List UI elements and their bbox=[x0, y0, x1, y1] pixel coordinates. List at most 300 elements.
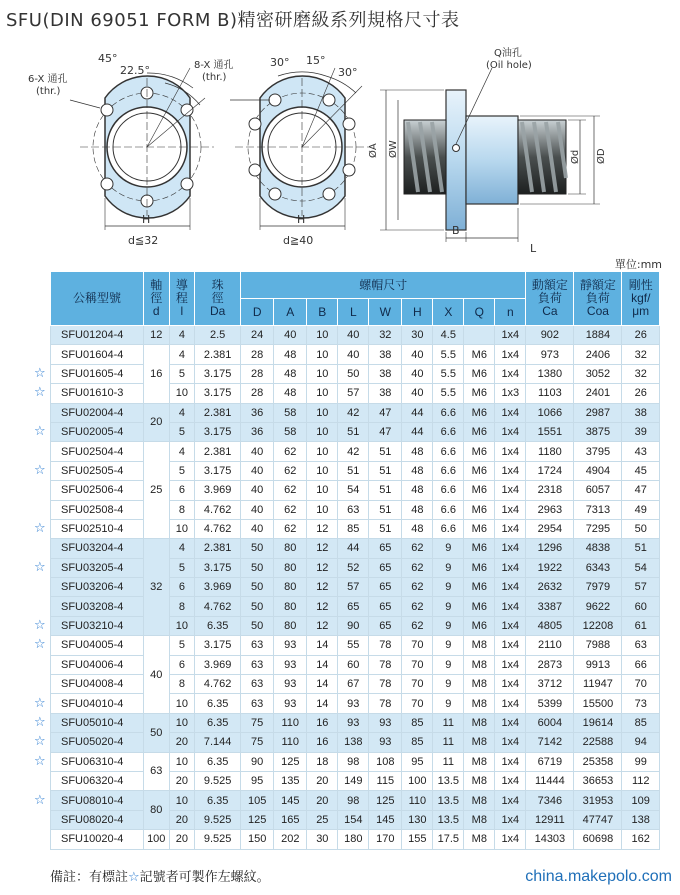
cell-model: SFU02004-4 bbox=[51, 403, 144, 422]
cell-a: 62 bbox=[274, 500, 307, 519]
cell-h: 70 bbox=[402, 694, 433, 713]
cell-coa: 15500 bbox=[574, 694, 622, 713]
cell-k: 54 bbox=[622, 558, 660, 577]
cell-b: 16 bbox=[307, 713, 338, 732]
cell-coa: 2406 bbox=[574, 345, 622, 364]
cell-da: 2.381 bbox=[195, 442, 241, 461]
cell-b: 20 bbox=[307, 791, 338, 810]
cell-w: 78 bbox=[369, 655, 402, 674]
angle-label: 45° bbox=[98, 52, 118, 65]
cell-l: 54 bbox=[338, 481, 369, 500]
cell-a: 48 bbox=[274, 384, 307, 403]
cell-n: 1x4 bbox=[495, 791, 526, 810]
cell-d: 63 bbox=[241, 675, 274, 694]
cell-q: M8 bbox=[464, 830, 495, 849]
cell-l: 51 bbox=[338, 461, 369, 480]
cell-b: 30 bbox=[307, 830, 338, 849]
dim-l: L bbox=[530, 242, 537, 255]
cell-x: 6.6 bbox=[433, 422, 464, 441]
cell-model: SFU04008-4 bbox=[51, 675, 144, 694]
cell-coa: 3052 bbox=[574, 364, 622, 383]
col-nut-w: W bbox=[369, 299, 402, 326]
cell-b: 12 bbox=[307, 519, 338, 538]
cell-n: 1x4 bbox=[495, 810, 526, 829]
cell-da: 4.762 bbox=[195, 597, 241, 616]
cell-d: 28 bbox=[241, 345, 274, 364]
cell-coa: 7295 bbox=[574, 519, 622, 538]
cell-n: 1x4 bbox=[495, 539, 526, 558]
cell-b: 14 bbox=[307, 675, 338, 694]
cell-h: 110 bbox=[402, 791, 433, 810]
cell-b: 20 bbox=[307, 771, 338, 790]
cell-a: 110 bbox=[274, 713, 307, 732]
star-icon: ☆ bbox=[34, 424, 46, 440]
col-ball: 珠 徑 Da bbox=[195, 272, 241, 326]
cell-da: 2.381 bbox=[195, 345, 241, 364]
cell-q: M6 bbox=[464, 403, 495, 422]
cell-d: 50 bbox=[241, 597, 274, 616]
cell-l: 20 bbox=[169, 771, 195, 790]
cell-d: 40 bbox=[241, 481, 274, 500]
cell-l: 5 bbox=[169, 364, 195, 383]
cell-l: 63 bbox=[338, 500, 369, 519]
cell-q: M6 bbox=[464, 519, 495, 538]
cell-b: 12 bbox=[307, 539, 338, 558]
cell-d: 36 bbox=[241, 422, 274, 441]
cell-model: SFU08020-4 bbox=[51, 810, 144, 829]
cell-l: 180 bbox=[338, 830, 369, 849]
cell-w: 65 bbox=[369, 558, 402, 577]
hole-label-en: (thr.) bbox=[202, 72, 227, 83]
col-nut-b: B bbox=[307, 299, 338, 326]
cell-h: 85 bbox=[402, 733, 433, 752]
cell-shaft-diameter: 32 bbox=[143, 539, 169, 636]
star-icon: ☆ bbox=[34, 521, 46, 537]
cell-q: M6 bbox=[464, 500, 495, 519]
cell-l: 138 bbox=[338, 733, 369, 752]
cell-d: 50 bbox=[241, 558, 274, 577]
col-nut-d: D bbox=[241, 299, 274, 326]
cell-coa: 4838 bbox=[574, 539, 622, 558]
cell-l: 57 bbox=[338, 384, 369, 403]
cell-x: 11 bbox=[433, 752, 464, 771]
cell-a: 93 bbox=[274, 636, 307, 655]
cell-a: 80 bbox=[274, 539, 307, 558]
cell-d: 28 bbox=[241, 384, 274, 403]
cell-l: 67 bbox=[338, 675, 369, 694]
cell-l: 42 bbox=[338, 403, 369, 422]
cell-k: 162 bbox=[622, 830, 660, 849]
star-icon: ☆ bbox=[34, 695, 46, 711]
cell-da: 6.35 bbox=[195, 694, 241, 713]
cell-model: SFU03208-4 bbox=[51, 597, 144, 616]
cell-h: 62 bbox=[402, 539, 433, 558]
cell-a: 48 bbox=[274, 364, 307, 383]
cell-q: M6 bbox=[464, 481, 495, 500]
cell-da: 3.175 bbox=[195, 636, 241, 655]
cell-ca: 7346 bbox=[526, 791, 574, 810]
flange-drawing-8-hole bbox=[194, 54, 369, 247]
cell-ca: 973 bbox=[526, 345, 574, 364]
cell-k: 66 bbox=[622, 655, 660, 674]
cell-a: 135 bbox=[274, 771, 307, 790]
table-row bbox=[51, 636, 660, 655]
watermark: china.makepolo.com bbox=[525, 868, 672, 885]
cell-b: 10 bbox=[307, 500, 338, 519]
cell-w: 78 bbox=[369, 694, 402, 713]
cell-a: 93 bbox=[274, 675, 307, 694]
cell-b: 10 bbox=[307, 442, 338, 461]
angle-label: 15° bbox=[306, 54, 326, 67]
cell-model: SFU03205-4 bbox=[51, 558, 144, 577]
cell-h: 62 bbox=[402, 616, 433, 635]
cell-n: 1x4 bbox=[495, 733, 526, 752]
cell-h: 48 bbox=[402, 481, 433, 500]
cell-l: 10 bbox=[169, 752, 195, 771]
cell-w: 78 bbox=[369, 636, 402, 655]
cell-a: 202 bbox=[274, 830, 307, 849]
cell-l: 4 bbox=[169, 403, 195, 422]
table-row bbox=[51, 403, 660, 422]
cell-x: 6.6 bbox=[433, 519, 464, 538]
cell-k: 50 bbox=[622, 519, 660, 538]
table-row bbox=[51, 752, 660, 771]
cell-h: 48 bbox=[402, 442, 433, 461]
cell-l: 8 bbox=[169, 675, 195, 694]
cell-a: 48 bbox=[274, 345, 307, 364]
cell-n: 1x4 bbox=[495, 403, 526, 422]
cell-l: 50 bbox=[338, 364, 369, 383]
cell-x: 6.6 bbox=[433, 500, 464, 519]
cell-da: 6.35 bbox=[195, 752, 241, 771]
cell-q: M6 bbox=[464, 558, 495, 577]
cell-l: 154 bbox=[338, 810, 369, 829]
cell-a: 58 bbox=[274, 422, 307, 441]
cell-x: 9 bbox=[433, 578, 464, 597]
cell-d: 63 bbox=[241, 655, 274, 674]
cell-w: 32 bbox=[369, 326, 402, 345]
col-nut-q: Q bbox=[464, 299, 495, 326]
cell-d: 40 bbox=[241, 500, 274, 519]
table-row bbox=[51, 713, 660, 732]
cell-k: 32 bbox=[622, 345, 660, 364]
cell-l: 149 bbox=[338, 771, 369, 790]
cell-q: M6 bbox=[464, 539, 495, 558]
dim-phi-a: ØA bbox=[368, 143, 379, 158]
cell-q: M6 bbox=[464, 422, 495, 441]
cell-shaft-diameter: 12 bbox=[143, 326, 169, 345]
cell-k: 49 bbox=[622, 500, 660, 519]
cell-k: 99 bbox=[622, 752, 660, 771]
cell-w: 115 bbox=[369, 771, 402, 790]
cell-h: 48 bbox=[402, 461, 433, 480]
hole-label: 6-X 通孔 bbox=[28, 74, 68, 85]
cell-d: 125 bbox=[241, 810, 274, 829]
col-nut-n: n bbox=[495, 299, 526, 326]
cell-shaft-diameter: 40 bbox=[143, 636, 169, 714]
cell-a: 40 bbox=[274, 326, 307, 345]
star-icon: ☆ bbox=[34, 792, 46, 808]
cell-coa: 3875 bbox=[574, 422, 622, 441]
cell-l: 57 bbox=[338, 578, 369, 597]
cell-h: 100 bbox=[402, 771, 433, 790]
cell-coa: 9913 bbox=[574, 655, 622, 674]
cell-w: 51 bbox=[369, 500, 402, 519]
cell-k: 109 bbox=[622, 791, 660, 810]
cell-n: 1x4 bbox=[495, 694, 526, 713]
cell-ca: 2954 bbox=[526, 519, 574, 538]
cell-model: SFU04010-4 bbox=[51, 694, 144, 713]
cell-ca: 2632 bbox=[526, 578, 574, 597]
cell-k: 85 bbox=[622, 713, 660, 732]
cell-q bbox=[464, 326, 495, 345]
cell-da: 2.381 bbox=[195, 403, 241, 422]
cell-coa: 7979 bbox=[574, 578, 622, 597]
cell-k: 57 bbox=[622, 578, 660, 597]
cell-w: 145 bbox=[369, 810, 402, 829]
cell-n: 1x4 bbox=[495, 597, 526, 616]
cell-w: 51 bbox=[369, 442, 402, 461]
cell-da: 6.35 bbox=[195, 616, 241, 635]
cell-l: 6 bbox=[169, 655, 195, 674]
cell-k: 61 bbox=[622, 616, 660, 635]
cell-coa: 4904 bbox=[574, 461, 622, 480]
cell-coa: 2987 bbox=[574, 403, 622, 422]
cell-ca: 2318 bbox=[526, 481, 574, 500]
cell-x: 9 bbox=[433, 616, 464, 635]
cell-n: 1x3 bbox=[495, 384, 526, 403]
cell-b: 10 bbox=[307, 422, 338, 441]
cell-l: 6 bbox=[169, 481, 195, 500]
cell-model: SFU01605-4 bbox=[51, 364, 144, 383]
cell-shaft-diameter: 50 bbox=[143, 713, 169, 752]
cell-n: 1x4 bbox=[495, 675, 526, 694]
cell-d: 95 bbox=[241, 771, 274, 790]
cell-da: 4.762 bbox=[195, 519, 241, 538]
cell-coa: 6343 bbox=[574, 558, 622, 577]
footnote-suffix: 記號者可製作左螺紋。 bbox=[139, 870, 270, 885]
cell-ca: 1180 bbox=[526, 442, 574, 461]
cell-da: 3.175 bbox=[195, 364, 241, 383]
cell-k: 112 bbox=[622, 771, 660, 790]
cell-k: 32 bbox=[622, 364, 660, 383]
cell-n: 1x4 bbox=[495, 364, 526, 383]
cell-d: 50 bbox=[241, 578, 274, 597]
cell-da: 3.175 bbox=[195, 558, 241, 577]
cell-h: 70 bbox=[402, 655, 433, 674]
cell-shaft-diameter: 25 bbox=[143, 442, 169, 539]
cell-k: 26 bbox=[622, 326, 660, 345]
cell-b: 16 bbox=[307, 733, 338, 752]
cell-coa: 1884 bbox=[574, 326, 622, 345]
cell-coa: 47747 bbox=[574, 810, 622, 829]
table-row bbox=[51, 558, 660, 577]
cell-coa: 9622 bbox=[574, 597, 622, 616]
cell-q: M6 bbox=[464, 442, 495, 461]
cell-b: 14 bbox=[307, 636, 338, 655]
cell-h: 155 bbox=[402, 830, 433, 849]
star-icon: ☆ bbox=[34, 365, 46, 381]
angle-label: 30° bbox=[270, 56, 290, 69]
cell-q: M8 bbox=[464, 771, 495, 790]
cell-model: SFU01610-3 bbox=[51, 384, 144, 403]
cell-model: SFU03210-4 bbox=[51, 616, 144, 635]
star-icon: ☆ bbox=[34, 385, 46, 401]
cell-model: SFU05020-4 bbox=[51, 733, 144, 752]
cell-coa: 36653 bbox=[574, 771, 622, 790]
star-icon: ☆ bbox=[128, 870, 140, 885]
cell-l: 4 bbox=[169, 326, 195, 345]
dim-h: H bbox=[142, 213, 151, 226]
cell-model: SFU02506-4 bbox=[51, 481, 144, 500]
col-lead: 導 程 l bbox=[169, 272, 195, 326]
cell-h: 95 bbox=[402, 752, 433, 771]
cell-n: 1x4 bbox=[495, 461, 526, 480]
cell-ca: 6719 bbox=[526, 752, 574, 771]
cell-model: SFU02504-4 bbox=[51, 442, 144, 461]
cell-x: 6.6 bbox=[433, 461, 464, 480]
cell-b: 10 bbox=[307, 403, 338, 422]
cell-k: 26 bbox=[622, 384, 660, 403]
cell-l: 10 bbox=[169, 713, 195, 732]
cell-q: M6 bbox=[464, 364, 495, 383]
cell-x: 5.5 bbox=[433, 345, 464, 364]
cell-a: 62 bbox=[274, 442, 307, 461]
cell-shaft-diameter: 100 bbox=[143, 830, 169, 849]
cell-a: 62 bbox=[274, 519, 307, 538]
cell-q: M8 bbox=[464, 733, 495, 752]
cell-k: 45 bbox=[622, 461, 660, 480]
cell-b: 10 bbox=[307, 345, 338, 364]
cell-x: 13.5 bbox=[433, 810, 464, 829]
col-model: 公稱型號 bbox=[51, 272, 144, 326]
cell-coa: 19614 bbox=[574, 713, 622, 732]
cell-q: M8 bbox=[464, 810, 495, 829]
cell-k: 70 bbox=[622, 675, 660, 694]
cell-h: 85 bbox=[402, 713, 433, 732]
table-row bbox=[51, 791, 660, 810]
cell-h: 62 bbox=[402, 597, 433, 616]
cell-b: 18 bbox=[307, 752, 338, 771]
table-row bbox=[51, 830, 660, 849]
cell-da: 3.969 bbox=[195, 655, 241, 674]
cell-l: 10 bbox=[169, 616, 195, 635]
cell-b: 12 bbox=[307, 597, 338, 616]
cell-ca: 6004 bbox=[526, 713, 574, 732]
cell-l: 93 bbox=[338, 694, 369, 713]
cell-x: 11 bbox=[433, 733, 464, 752]
cell-coa: 7988 bbox=[574, 636, 622, 655]
dim-phi-w: ØW bbox=[388, 140, 399, 158]
cell-x: 5.5 bbox=[433, 384, 464, 403]
cell-q: M6 bbox=[464, 345, 495, 364]
cell-x: 9 bbox=[433, 597, 464, 616]
cell-w: 47 bbox=[369, 403, 402, 422]
cell-b: 10 bbox=[307, 364, 338, 383]
cell-n: 1x4 bbox=[495, 771, 526, 790]
cell-model: SFU01204-4 bbox=[51, 326, 144, 345]
col-nut-group: 螺帽尺寸 bbox=[241, 272, 526, 299]
cell-w: 38 bbox=[369, 345, 402, 364]
cell-shaft-diameter: 63 bbox=[143, 752, 169, 791]
cell-x: 5.5 bbox=[433, 364, 464, 383]
star-icon: ☆ bbox=[34, 637, 46, 653]
cell-da: 4.762 bbox=[195, 500, 241, 519]
col-nut-a: A bbox=[274, 299, 307, 326]
cell-l: 20 bbox=[169, 830, 195, 849]
cell-b: 10 bbox=[307, 384, 338, 403]
cell-h: 48 bbox=[402, 519, 433, 538]
cell-q: M8 bbox=[464, 675, 495, 694]
cell-shaft-diameter: 20 bbox=[143, 403, 169, 442]
cell-b: 12 bbox=[307, 558, 338, 577]
table-row bbox=[51, 733, 660, 752]
dim-b: B bbox=[452, 224, 460, 237]
cell-l: 60 bbox=[338, 655, 369, 674]
cell-h: 70 bbox=[402, 636, 433, 655]
cell-ca: 1066 bbox=[526, 403, 574, 422]
cell-h: 30 bbox=[402, 326, 433, 345]
angle-label: 30° bbox=[338, 66, 358, 79]
cell-ca: 11444 bbox=[526, 771, 574, 790]
cell-x: 6.6 bbox=[433, 442, 464, 461]
cell-n: 1x4 bbox=[495, 616, 526, 635]
oil-hole-label: Q油孔 bbox=[494, 48, 522, 59]
cell-model: SFU02005-4 bbox=[51, 422, 144, 441]
cell-da: 3.969 bbox=[195, 578, 241, 597]
cell-l: 10 bbox=[169, 519, 195, 538]
col-ca: 動額定 負荷 Ca bbox=[526, 272, 574, 326]
cell-n: 1x4 bbox=[495, 830, 526, 849]
cell-n: 1x4 bbox=[495, 752, 526, 771]
cell-l: 51 bbox=[338, 422, 369, 441]
cell-n: 1x4 bbox=[495, 345, 526, 364]
table-row bbox=[51, 384, 660, 403]
cell-d: 90 bbox=[241, 752, 274, 771]
cell-l: 65 bbox=[338, 597, 369, 616]
table-row bbox=[51, 655, 660, 674]
table-row bbox=[51, 810, 660, 829]
cell-coa: 7313 bbox=[574, 500, 622, 519]
cell-da: 2.5 bbox=[195, 326, 241, 345]
cell-model: SFU06310-4 bbox=[51, 752, 144, 771]
cell-q: M8 bbox=[464, 791, 495, 810]
star-markers bbox=[34, 0, 50, 895]
cell-k: 60 bbox=[622, 597, 660, 616]
cell-h: 62 bbox=[402, 558, 433, 577]
cell-a: 80 bbox=[274, 616, 307, 635]
cell-q: M6 bbox=[464, 461, 495, 480]
cell-l: 4 bbox=[169, 442, 195, 461]
cell-l: 20 bbox=[169, 733, 195, 752]
table-row bbox=[51, 326, 660, 345]
cell-b: 10 bbox=[307, 461, 338, 480]
cell-coa: 31953 bbox=[574, 791, 622, 810]
cell-h: 40 bbox=[402, 364, 433, 383]
unit-label: 單位:mm bbox=[614, 258, 662, 271]
col-shaft: 軸 徑 d bbox=[143, 272, 169, 326]
cell-l: 42 bbox=[338, 442, 369, 461]
cell-d: 50 bbox=[241, 539, 274, 558]
cell-shaft-diameter: 16 bbox=[143, 345, 169, 403]
cell-l: 10 bbox=[169, 694, 195, 713]
cell-b: 10 bbox=[307, 326, 338, 345]
cell-l: 8 bbox=[169, 500, 195, 519]
dim-phi-d-large: ØD bbox=[596, 148, 607, 164]
cell-ca: 3387 bbox=[526, 597, 574, 616]
cell-da: 9.525 bbox=[195, 810, 241, 829]
col-nut-x: X bbox=[433, 299, 464, 326]
